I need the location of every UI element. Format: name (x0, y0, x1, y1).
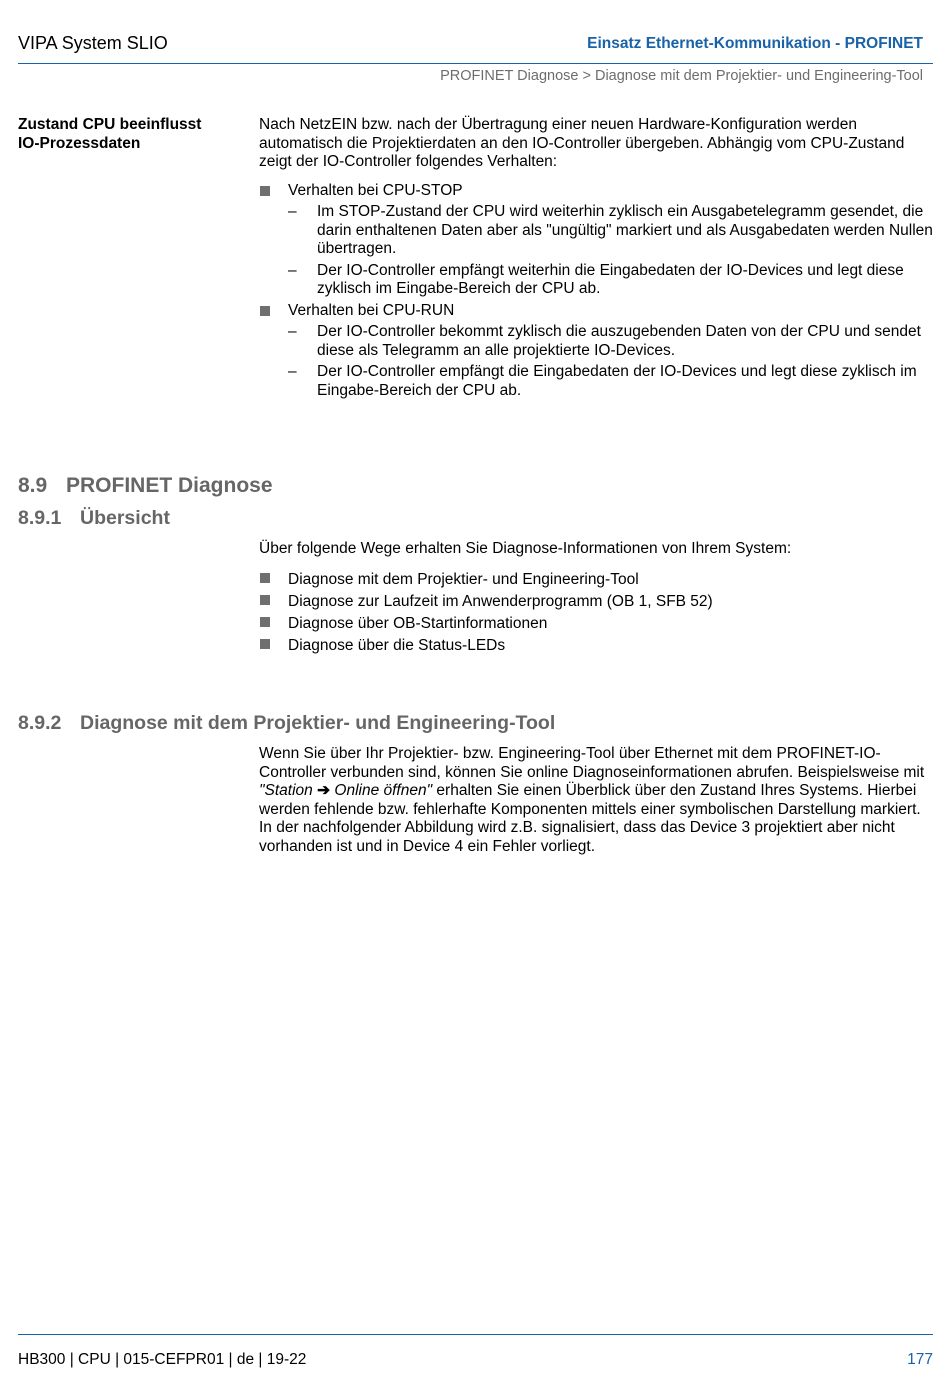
list-item: Diagnose zur Laufzeit im Anwenderprogramm (OB 1, SFB 52) (259, 591, 933, 613)
overview-intro: Über folgende Wege erhalten Sie Diagnose-Informationen von Ihrem System: (259, 540, 792, 557)
sub-list-item: – Im STOP-Zustand der CPU wird weiterhin zyklisch ein Ausgabetelegramm gesendet, die darin enthaltenen Daten aber als "ungültig" markiert und als Ausgabedaten werden Nullen übertragen. (288, 203, 933, 259)
section-number: 8.9.1 (18, 507, 62, 529)
footer-document-id: HB300 | CPU | 015-CEFPR01 | de | 19-22 (18, 1351, 307, 1368)
side-label (18, 116, 243, 153)
menu-path (259, 782, 432, 799)
list-item: Diagnose über OB-Startinformationen (259, 613, 933, 635)
list-item: Diagnose über die Status-LEDs (259, 635, 933, 657)
menu-path-part-1: "Station (259, 782, 313, 799)
list-item: Diagnose mit dem Projektier- und Engineering-Tool (259, 569, 933, 591)
engineering-tool-body (259, 745, 933, 856)
page-number: 177 (907, 1351, 933, 1368)
sub-list-item: – Der IO-Controller empfängt weiterhin die Eingabedaten der IO-Devices und legt diese zyklisch im Eingabe-Bereich der CPU ab. (288, 262, 933, 299)
list-item (259, 182, 933, 299)
section-heading-8-9 (18, 474, 273, 498)
list-item-label: Verhalten bei CPU-STOP (288, 181, 463, 199)
header-rule (18, 63, 933, 64)
document-title: VIPA System SLIO (18, 33, 168, 53)
section-number: 8.9.2 (18, 712, 62, 734)
cpu-section-body (259, 116, 933, 403)
cpu-behavior-list (259, 182, 933, 401)
cpu-intro-paragraph: Nach NetzEIN bzw. nach der Übertragung einer neuen Hardware-Konfiguration werden automatisch die Projektierdaten an den IO-Controller übergeben. Abhängig vom CPU-Zustand zeigt der IO-Controller folgendes Verhalten: (259, 116, 905, 170)
footer-rule (18, 1334, 933, 1335)
side-label-line-2: IO-Prozessdaten (18, 134, 141, 152)
sub-list-item: – Der IO-Controller empfängt die Eingabedaten der IO-Devices und legt diese zyklisch im Eingabe-Bereich der CPU ab. (288, 363, 933, 400)
list-item-label: Verhalten bei CPU-RUN (288, 301, 455, 319)
engineering-tool-paragraph (259, 745, 933, 856)
overview-body (259, 540, 933, 657)
arrow-right-icon: ➔ (317, 782, 331, 799)
list-item (259, 302, 933, 401)
section-number: 8.9 (18, 474, 48, 497)
section-heading-8-9-2 (18, 712, 555, 735)
sub-list (288, 323, 933, 400)
section-title: Übersicht (80, 507, 170, 529)
diagnosis-ways-list (259, 569, 933, 657)
section-title: PROFINET Diagnose (66, 474, 273, 497)
menu-path-part-2: Online öffnen" (334, 782, 433, 799)
chapter-title: Einsatz Ethernet-Kommunikation - PROFINET (587, 35, 923, 52)
section-title: Diagnose mit dem Projektier- und Engineering-Tool (80, 712, 556, 734)
paragraph-text-before: Wenn Sie über Ihr Projektier- bzw. Engineering-Tool über Ethernet mit dem PROFINET-IO-Controller verbunden sind, können Sie online Diagnoseinformationen abrufen. Beispielsweise mit (259, 745, 925, 781)
side-label-line-1: Zustand CPU beeinflusst (18, 116, 202, 133)
breadcrumb: PROFINET Diagnose > Diagnose mit dem Projektier- und Engineering-Tool (440, 68, 923, 84)
sub-list (288, 203, 933, 299)
sub-list-item: – Der IO-Controller bekommt zyklisch die auszugebenden Daten von der CPU und sendet diese als Telegramm an alle projektierte IO-Devices. (288, 323, 933, 360)
paragraph-text-after: erhalten Sie einen Überblick über den Zustand Ihres Systems. Hierbei werden fehlende bzw. fehlerhafte Komponenten mittels einer symbolischen Darstellung markiert. In der nachfolgender Abbildung wird z.B. signalisiert, dass das Device 3 projektiert aber nicht vorhanden ist und in Device 4 ein Fehler vorliegt. (259, 782, 921, 855)
section-heading-8-9-1 (18, 507, 170, 530)
